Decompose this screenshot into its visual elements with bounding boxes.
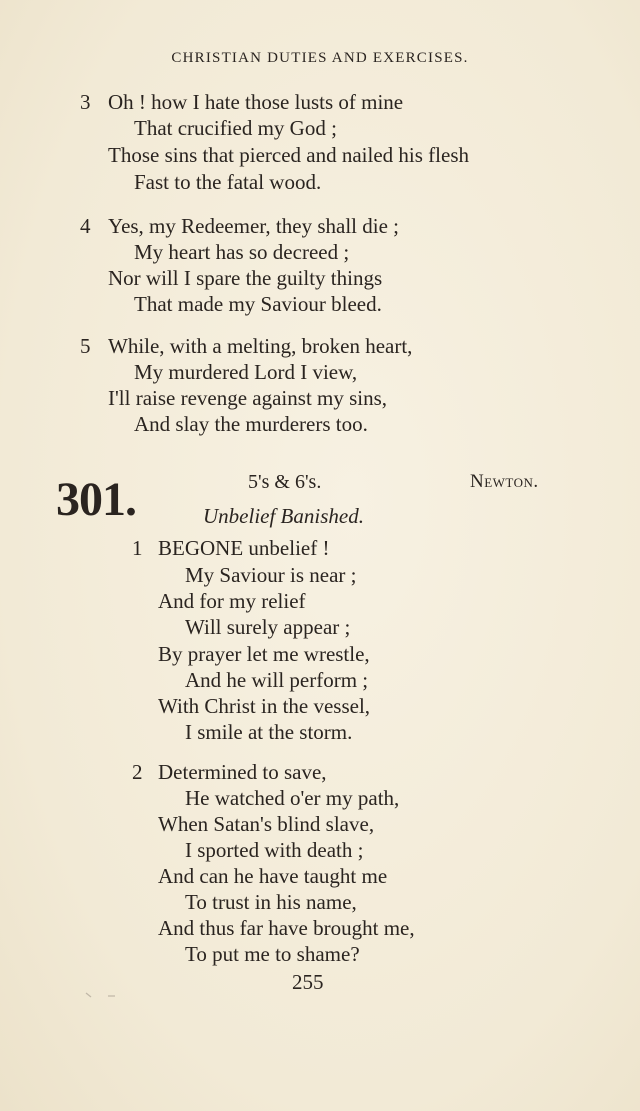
ink-speck (84, 990, 118, 1000)
verse-line: Determined to save, (158, 760, 327, 784)
verse-line: With Christ in the vessel, (158, 694, 371, 718)
verse-line: And he will perform ; (185, 668, 369, 692)
verse-number: 3 (80, 90, 91, 114)
verse-line: Oh ! how I hate those lusts of mine (108, 90, 404, 114)
hymn-meter: 5's & 6's. (248, 471, 322, 493)
verse-number: 4 (80, 214, 91, 238)
verse-line: And slay the murderers too. (134, 412, 368, 436)
verse-line: My murdered Lord I view, (134, 360, 358, 384)
verse-line: My Saviour is near ; (185, 563, 357, 587)
verse-line: He watched o'er my path, (185, 786, 400, 810)
hymn-number: 301. (56, 473, 136, 526)
verse-line: That crucified my God ; (134, 116, 337, 140)
page-number: 255 (292, 970, 324, 994)
verse-line: To trust in his name, (185, 890, 357, 914)
verse-line: I smile at the storm. (185, 720, 353, 744)
verse-line: And thus far have brought me, (158, 916, 415, 940)
verse-line: Fast to the fatal wood. (134, 170, 322, 194)
verse-line: Nor will I spare the guilty things (108, 266, 383, 290)
verse-line: I'll raise revenge against my sins, (108, 386, 388, 410)
verse-line: Those sins that pierced and nailed his flesh (108, 143, 469, 167)
verse-line: By prayer let me wrestle, (158, 642, 370, 666)
verse-line: That made my Saviour bleed. (134, 292, 382, 316)
verse-line: Yes, my Redeemer, they shall die ; (108, 214, 399, 238)
verse-number: 2 (132, 760, 143, 784)
verse-line: While, with a melting, broken heart, (108, 334, 413, 358)
verse-number: 1 (132, 536, 143, 560)
hymn-title: Unbelief Banished. (203, 504, 364, 528)
verse-line: And can he have taught me (158, 864, 388, 888)
verse-line: BEGONE unbelief ! (158, 536, 330, 560)
verse-number: 5 (80, 334, 91, 358)
verse-line: Will surely appear ; (185, 615, 351, 639)
verse-line: And for my relief (158, 589, 306, 613)
hymn-tune: Newton. (470, 471, 539, 492)
running-head: CHRISTIAN DUTIES AND EXERCISES. (171, 50, 469, 66)
verse-line: I sported with death ; (185, 838, 364, 862)
verse-line: When Satan's blind slave, (158, 812, 375, 836)
verse-line: My heart has so decreed ; (134, 240, 350, 264)
verse-line: To put me to shame? (185, 942, 360, 966)
